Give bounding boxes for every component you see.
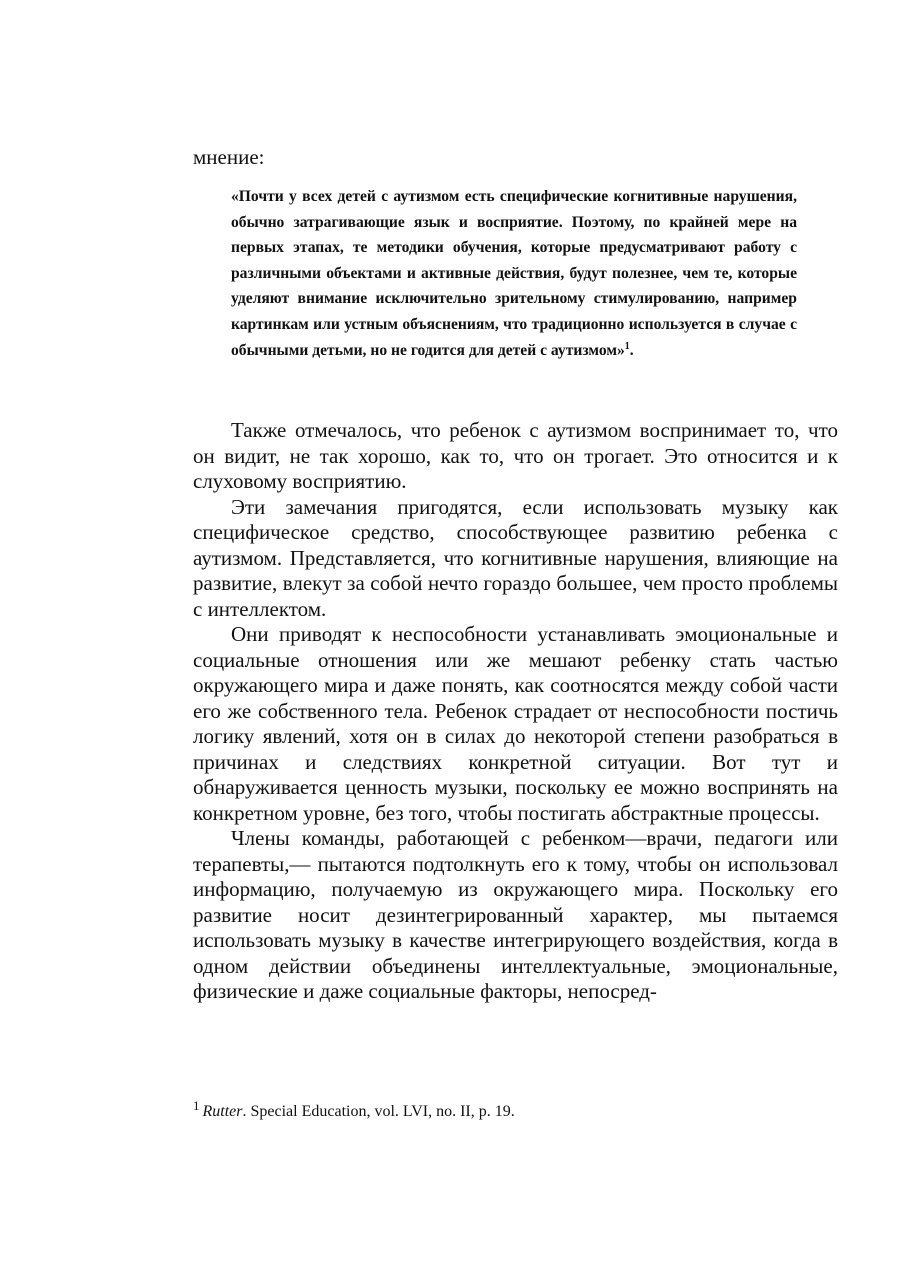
paragraph: Эти замечания пригодятся, если использовать музыку как специфическое средство, способствующее развитию ребенка с аутизмом. Представляется, что когнитивные нарушения, влияющие на развитие, влекут за собой нечто гораздо большее, чем просто проблемы с интеллектом. <box>193 494 838 621</box>
footnote <box>193 1095 515 1123</box>
paragraph: Они приводят к неспособности устанавливать эмоциональные и социальные отношения или же мешают ребенку стать частью окружающего мира и даже понять, как соотносятся между собой части его же собственного тела. Ребенок страдает от неспособности постичь логику явлений, хотя он в силах до некоторой степени разобраться в причинах и следствиях конкретной ситуации. Вот тут и обнаруживается ценность музыки, поскольку ее можно воспринять на конкретном уровне, без того, чтобы постигать абстрактные процессы. <box>193 622 838 825</box>
paragraph: Члены команды, работающей с ребенком—врачи, педагоги или терапевты,— пытаются подтолкнуть его к тому, чтобы он использовал информацию, получаемую из окружающего мира. Поскольку его развитие носит дезинтегрированный характер, мы пытаемся использовать музыку в качестве интегрирующего воздействия, когда в одном действии объединены интеллектуальные, эмоциональные, физические и даже социальные факторы, непосред- <box>193 826 838 1003</box>
quote-footnote-ref[interactable]: 1 <box>624 340 630 352</box>
block-quote <box>231 184 797 363</box>
paragraph: Также отмечалось, что ребенок с аутизмом воспринимает то, что он видит, не так хорошо, как то, что он трогает. Это относится и к слуховому восприятию. <box>193 418 838 493</box>
quote-end-punct: . <box>629 341 634 359</box>
body-text <box>193 418 838 1005</box>
quote-text: «Почти у всех детей с аутизмом есть специфические когнитивные нарушения, обычно затрагивающие язык и восприятие. Поэтому, по крайней мере на первых этапах, те методики обучения, которые предусматривают работу с различными объектами и активные действия, будут полезнее, чем те, которые уделяют внимание исключительно зрительному стимулированию, например картинкам или устным объяснениям, что традиционно используется в случае с обычными детьми, но не годится для детей с аутизмом» <box>231 188 797 359</box>
footnote-author: Rutter <box>202 1103 243 1120</box>
footnote-citation: . Special Education, vol. LVI, no. II, p. 19. <box>242 1103 515 1120</box>
footnote-mark: 1 <box>193 1098 200 1113</box>
lead-text: мнение: <box>193 145 265 169</box>
